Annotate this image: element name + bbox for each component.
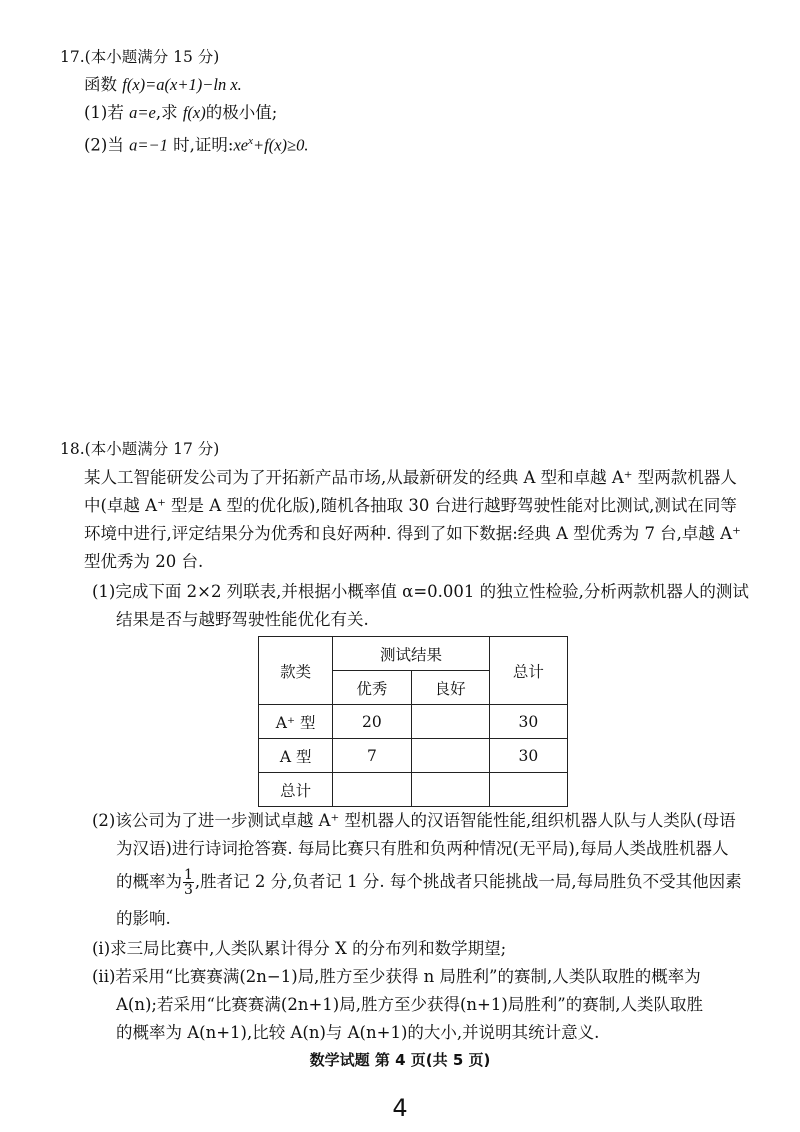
q17-part2 — [84, 130, 308, 157]
q18-frac-lead: 的概率为 — [116, 872, 182, 891]
row-label: A 型 — [259, 739, 333, 773]
q17-p1-expr: a=e — [129, 103, 156, 122]
q17-p2-expr: a=−1 — [129, 135, 168, 155]
table-row — [259, 773, 568, 807]
q18-part2-line-4: 的影响. — [116, 909, 171, 928]
cell-good — [411, 705, 489, 739]
table-head-good: 良好 — [411, 671, 489, 705]
fraction-numerator: 1 — [184, 867, 193, 883]
cell-total — [489, 773, 567, 807]
q17-p1-lead: (1)若 — [84, 103, 130, 122]
q18-sub-ii-line-2: A(n);若采用“比赛赛满(2n+1)局,胜方至少获得(n+1)局胜利”的赛制,人类队取胜 — [116, 995, 703, 1014]
cell-excellent — [333, 773, 411, 807]
q18-part1-line-2: 结果是否与越野驾驶性能优化有关. — [116, 610, 369, 629]
cell-total: 30 — [489, 739, 567, 773]
cell-excellent: 7 — [333, 739, 411, 773]
q17-func-expr: f(x)=a(x+1)−ln x. — [122, 75, 242, 94]
q17-p1-mid: ,求 — [155, 103, 183, 122]
q17-p2-lead: (2)当 — [84, 135, 130, 155]
q18-part1-line-1: (1)完成下面 2×2 列联表,并根据小概率值 α=0.001 的独立性检验,分析两款机器人的测试 — [92, 582, 749, 601]
q17-p2-xe: xe — [233, 135, 249, 155]
q18-intro-line-1: 某人工智能研发公司为了开拓新产品市场,从最新研发的经典 A 型和卓越 A⁺ 型两款机器人 — [84, 468, 737, 487]
q17-function — [84, 74, 242, 96]
page-footer: 数学试题 第 4 页(共 5 页) — [309, 1051, 491, 1069]
fraction-denominator: 3 — [184, 882, 193, 898]
probability-fraction — [183, 868, 194, 897]
q18-part2-line-1: (2)该公司为了进一步测试卓越 A⁺ 型机器人的汉语智能性能,组织机器人队与人类队(母语 — [92, 811, 736, 830]
table-row — [259, 705, 568, 739]
q17-part1 — [84, 102, 277, 124]
cell-good — [411, 773, 489, 807]
q18-intro-line-2: 中(卓越 A⁺ 型是 A 型的优化版),随机各抽取 30 台进行越野驾驶性能对比测试,测试在同等 — [84, 496, 737, 515]
table-row — [259, 739, 568, 773]
q18-sub-ii-line-1: (ii)若采用“比赛赛满(2n−1)局,胜方至少获得 n 局胜利”的赛制,人类队取胜的概率为 — [92, 967, 701, 986]
q18-part2-line-2: 为汉语)进行诗词抢答赛. 每局比赛只有胜和负两种情况(无平局),每局人类战胜机器人 — [116, 839, 729, 858]
q17-header: 17.(本小题满分 15 分) — [60, 48, 220, 66]
table-head-total: 总计 — [489, 637, 567, 705]
q17-p1-fx: f(x) — [182, 103, 206, 122]
q17-p1-end: 的极小值; — [205, 103, 278, 122]
cell-good — [411, 739, 489, 773]
table-head-kind: 款类 — [259, 637, 333, 705]
q18-frac-tail: ,胜者记 2 分,负者记 1 分. 每个挑战者只能挑战一局,每局胜负不受其他因素 — [194, 872, 742, 891]
table-head-result: 测试结果 — [333, 637, 489, 671]
q17-p2-end: +f(x)≥0. — [253, 135, 309, 155]
cell-excellent: 20 — [333, 705, 411, 739]
row-label: 总计 — [259, 773, 333, 807]
q18-intro-line-4: 型优秀为 20 台. — [84, 552, 204, 571]
cell-total: 30 — [489, 705, 567, 739]
q18-part2-line-3 — [116, 868, 742, 897]
q18-sub-i: (i)求三局比赛中,人类队累计得分 X 的分布列和数学期望; — [92, 939, 507, 958]
q17-func-lead: 函数 — [84, 75, 123, 94]
row-label: A⁺ 型 — [259, 705, 333, 739]
q18-sub-ii-line-3: 的概率为 A(n+1),比较 A(n)与 A(n+1)的大小,并说明其统计意义. — [116, 1023, 600, 1042]
q18-header: 18.(本小题满分 17 分) — [60, 440, 220, 458]
contingency-table — [258, 636, 568, 807]
q17-p2-sup: x — [248, 135, 254, 147]
q17-p2-mid: 时,证明: — [167, 135, 234, 155]
page-number: 4 — [392, 1094, 408, 1122]
table-head-excellent: 优秀 — [333, 671, 411, 705]
q18-intro-line-3: 环境中进行,评定结果分为优秀和良好两种. 得到了如下数据:经典 A 型优秀为 7 台,卓越 A⁺ — [84, 524, 741, 543]
